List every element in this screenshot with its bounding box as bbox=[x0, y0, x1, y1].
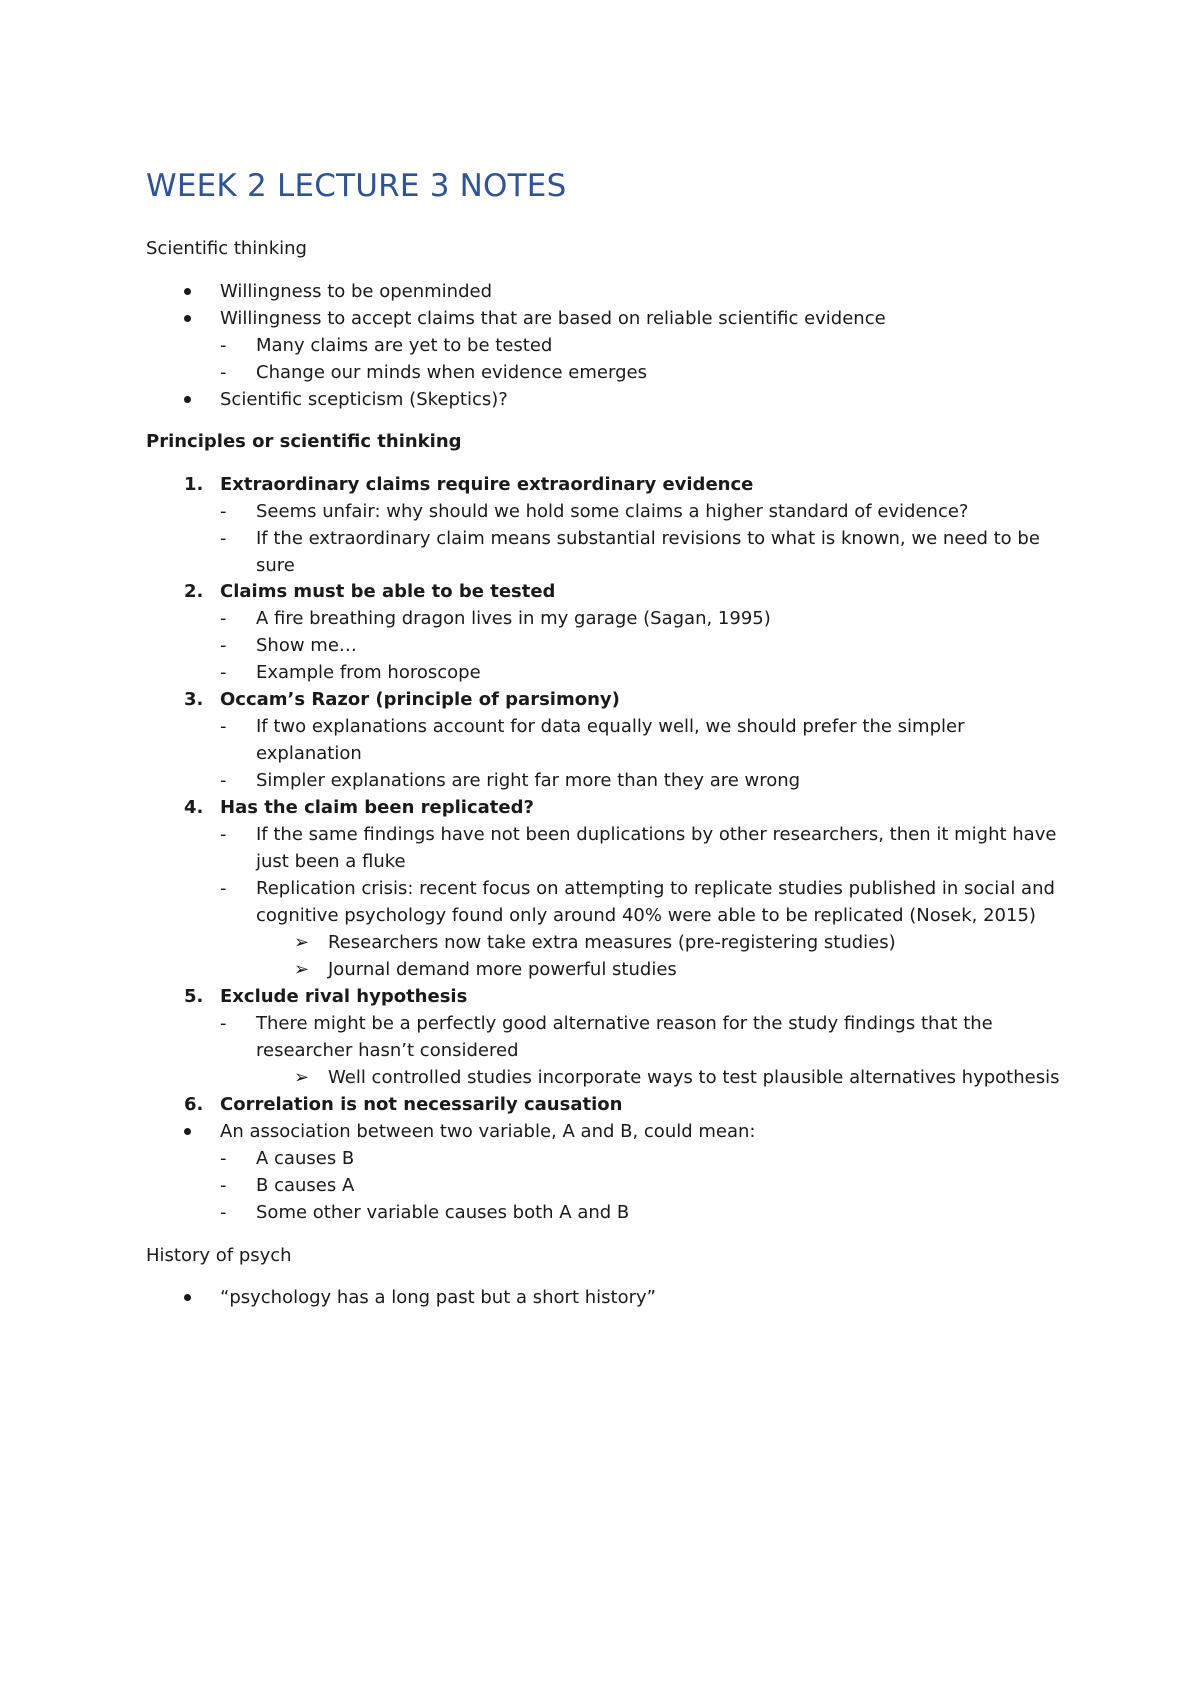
arrow-bullet-icon: ➢ bbox=[294, 932, 310, 953]
bullet-icon bbox=[184, 1128, 191, 1135]
bullet-icon bbox=[184, 1294, 191, 1301]
dash-marker: - bbox=[220, 716, 227, 737]
dash-marker: - bbox=[220, 608, 227, 629]
dash-marker: - bbox=[220, 1175, 227, 1196]
bullet-icon bbox=[184, 396, 191, 403]
dash-marker: - bbox=[220, 501, 227, 522]
dash-marker: - bbox=[220, 770, 227, 791]
dash-marker: - bbox=[220, 335, 227, 356]
bullet-icon bbox=[184, 288, 191, 295]
list-number: 5. bbox=[184, 986, 204, 1007]
list-number: 3. bbox=[184, 689, 204, 710]
dash-marker: - bbox=[220, 528, 227, 549]
arrow-bullet-icon: ➢ bbox=[294, 959, 310, 980]
dash-marker: - bbox=[220, 662, 227, 683]
arrow-bullet-icon: ➢ bbox=[294, 1067, 310, 1088]
list-number: 1. bbox=[184, 474, 204, 495]
dash-marker: - bbox=[220, 635, 227, 656]
list-number: 4. bbox=[184, 797, 204, 818]
dash-marker: - bbox=[220, 1148, 227, 1169]
dash-marker: - bbox=[220, 824, 227, 845]
section-heading-principles: Principles or scientific thinking bbox=[146, 431, 462, 452]
dash-marker: - bbox=[220, 878, 227, 899]
page-title: WEEK 2 LECTURE 3 NOTES bbox=[146, 168, 567, 204]
dash-marker: - bbox=[220, 1013, 227, 1034]
dash-marker: - bbox=[220, 362, 227, 383]
dash-marker: - bbox=[220, 1202, 227, 1223]
bullet-icon bbox=[184, 315, 191, 322]
list-number: 6. bbox=[184, 1094, 204, 1115]
list-number: 2. bbox=[184, 581, 204, 602]
section-heading-history: History of psych bbox=[146, 1245, 292, 1266]
section-heading-scientific-thinking: Scientific thinking bbox=[146, 238, 307, 259]
